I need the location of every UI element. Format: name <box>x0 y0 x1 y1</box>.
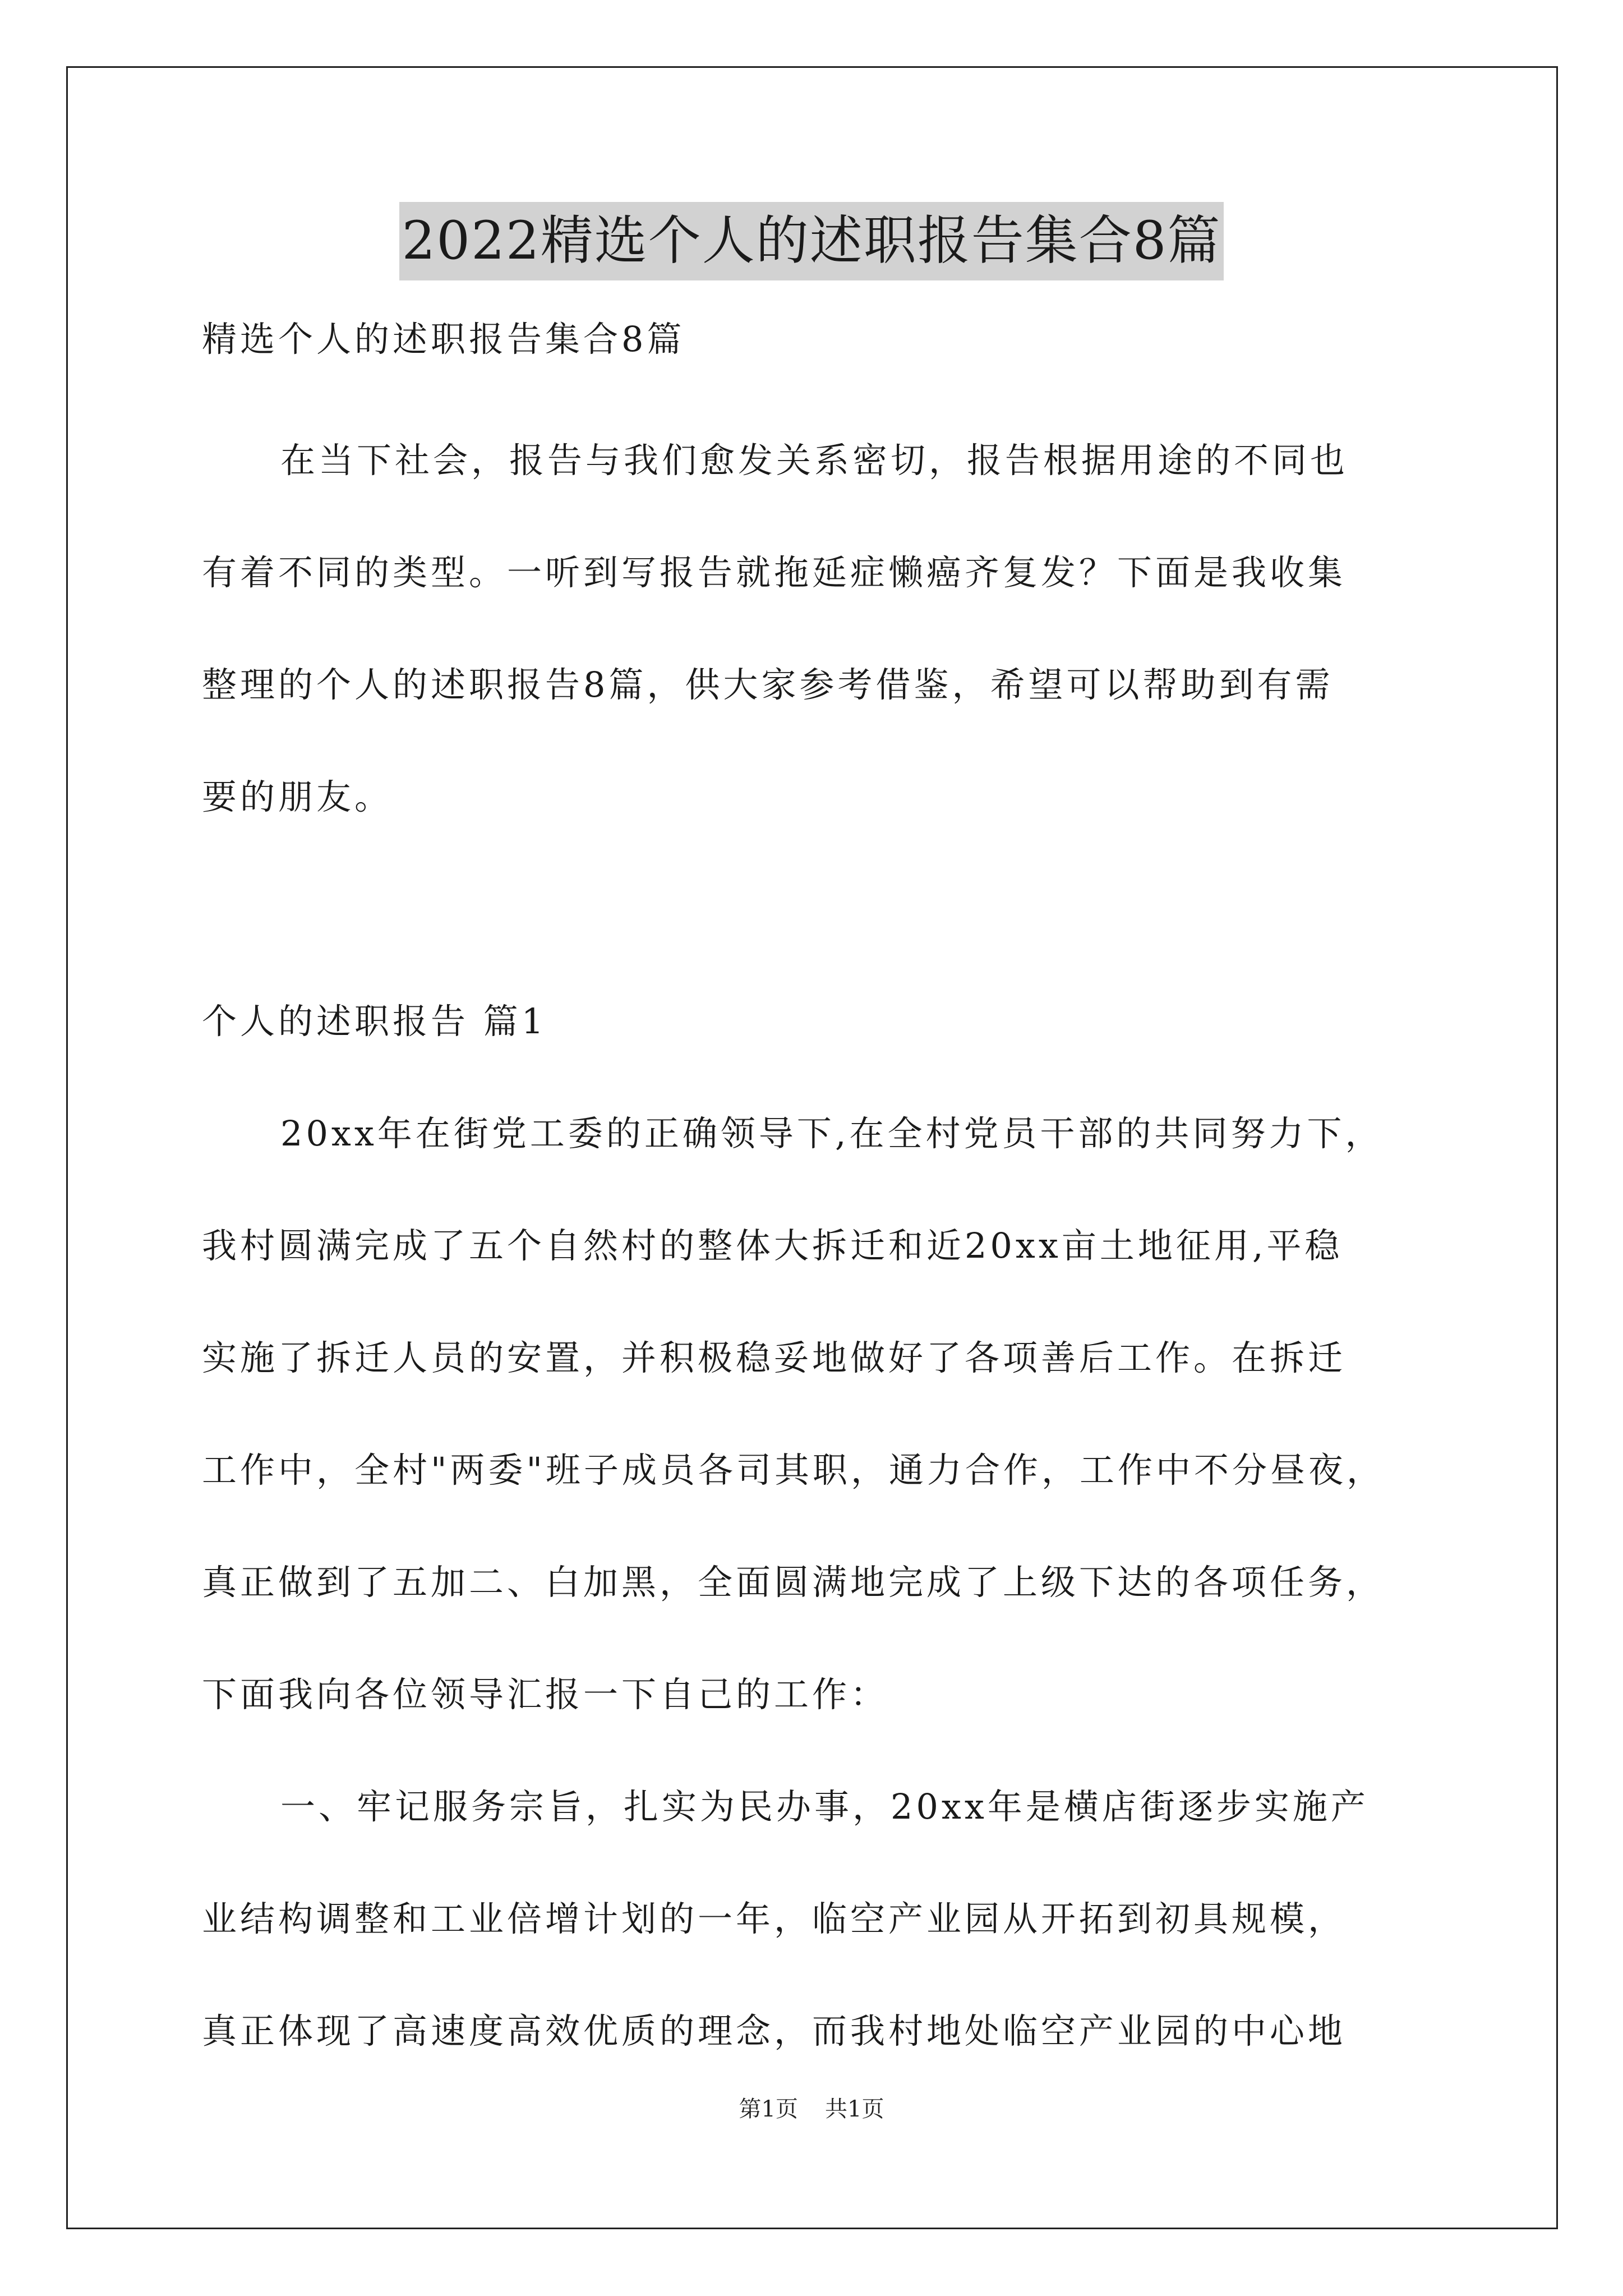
document-title-text: 2022精选个人的述职报告集合8篇 <box>399 202 1223 280</box>
paragraph-line: 实施了拆迁人员的安置，并积极稳妥地做好了各项善后工作。在拆迁 <box>202 1337 1347 1378</box>
intro-line: 要的朋友。 <box>202 776 393 817</box>
paragraph-line: 业结构调整和工业倍增计划的一年，临空产业园从开拓到初具规模， <box>202 1898 1347 1939</box>
intro-line: 整理的个人的述职报告8篇，供大家参考借鉴，希望可以帮助到有需 <box>202 664 1334 705</box>
document-subtitle: 精选个人的述职报告集合8篇 <box>202 319 685 360</box>
paragraph-line: 一、牢记服务宗旨，扎实为民办事，20xx年是横店街逐步实施产 <box>280 1786 1369 1827</box>
page-total: 共1页 <box>825 2096 884 2122</box>
paragraph-line: 20xx年在街党工委的正确领导下,在全村党员干部的共同努力下， <box>280 1113 1384 1154</box>
paragraph-line: 真正做到了五加二、白加黑，全面圆满地完成了上级下达的各项任务， <box>202 1562 1385 1603</box>
paragraph-line: 工作中，全村"两委"班子成员各司其职，通力合作，工作中不分昼夜， <box>202 1450 1385 1490</box>
page-number: 第1页 <box>739 2096 798 2122</box>
page-footer <box>0 2092 1623 2126</box>
section-heading: 个人的述职报告 篇1 <box>202 1001 547 1042</box>
intro-line: 有着不同的类型。一听到写报告就拖延症懒癌齐复发？下面是我收集 <box>202 552 1347 593</box>
paragraph-line: 我村圆满完成了五个自然村的整体大拆迁和近20xx亩土地征用,平稳 <box>202 1225 1343 1266</box>
document-title <box>0 202 1623 280</box>
paragraph-line: 下面我向各位领导汇报一下自己的工作： <box>202 1674 889 1715</box>
paragraph-line: 真正体现了高速度高效优质的理念，而我村地处临空产业园的中心地 <box>202 2010 1347 2051</box>
intro-line: 在当下社会，报告与我们愈发关系密切，报告根据用途的不同也 <box>280 440 1349 481</box>
